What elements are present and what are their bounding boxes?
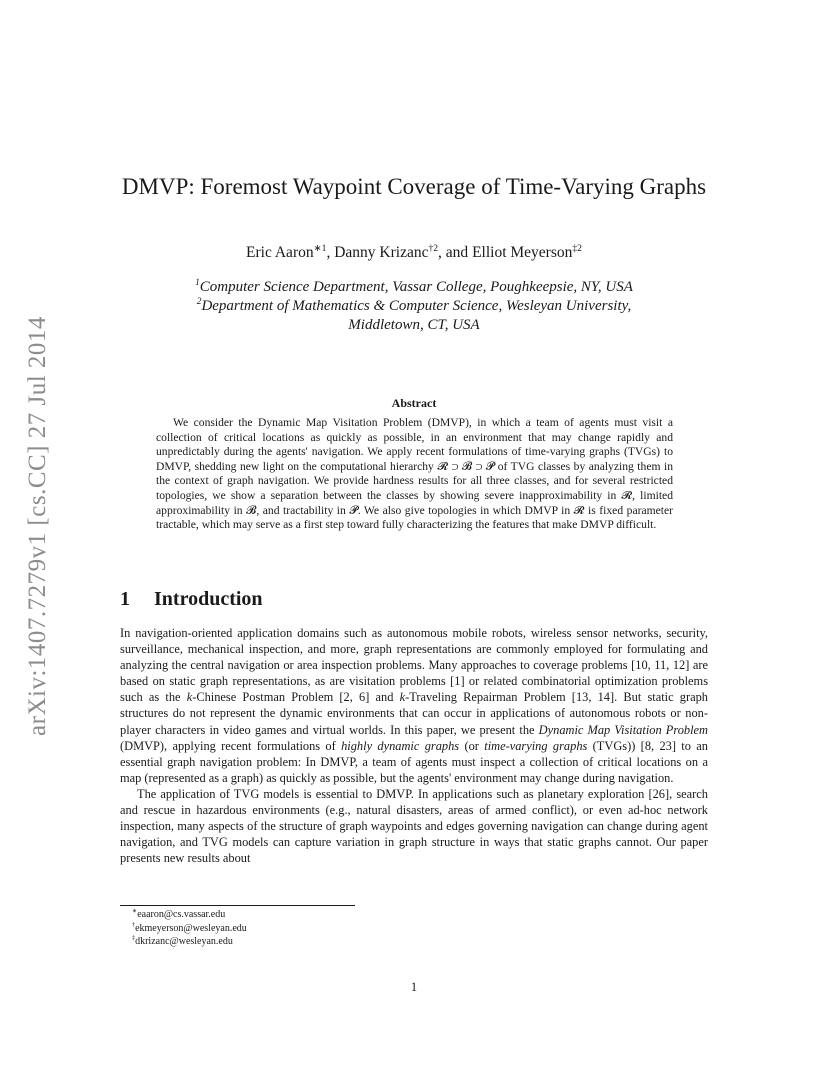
author-mark: ‡2 [572, 242, 582, 254]
text-run: The application of TVG models is essential to DMVP. In applications such as planetary exploration [ [137, 786, 653, 801]
section-title: Introduction [154, 588, 263, 610]
emphasis: highly dynamic graphs [341, 738, 460, 753]
text-run: -Chinese Postman Problem [ [192, 690, 344, 705]
page-number: 1 [410, 980, 418, 994]
abstract-text: We consider the Dynamic Map Visitation Problem (DMVP), in which a team of agents must visit a collection of critical locations as quickly as possible, in an environment that may change rapidly and unpredictably during the agents' navigation. We apply recent formulations of time-varying graphs (TVGs) to DMVP, shedding new light on the computational hierarchy 𝓡 ⊃ 𝓑 ⊃ 𝓟 of TVG classes by analyzing them in the context of graph navigation. We provide hardness results for all three classes, and for several restricted topologies, we show a separation between the classes by showing severe inapproximability in 𝓡, limited approximability in 𝓑, and tractability in 𝓟. We also give topologies in which DMVP in 𝓡 is fixed parameter tractable, which may serve as a first step toward fully characterizing the features that make DMVP difficult. [156, 416, 673, 532]
arxiv-stamp [18, 303, 58, 749]
text-run: , [349, 690, 360, 705]
text-run: ] to an essential graph navigation problem: In DMVP, a team of agents must inspect a collection of critical locations on a map (represented as a graph) as quickly as possible, but the agents' environment may change during navigation. [120, 738, 708, 785]
footnote-email: dkrizanc@wesleyan.edu [135, 936, 233, 947]
citation-link[interactable]: 8 [644, 738, 652, 753]
paragraph [120, 786, 708, 866]
footnote-rule [120, 905, 355, 906]
text-run: , [647, 658, 655, 673]
section-number: 1 [120, 588, 130, 610]
text-run: (TVGs)) [ [587, 738, 645, 753]
text-run: , [651, 738, 660, 753]
section-body [120, 625, 708, 866]
affiliations [120, 278, 708, 335]
footnote [132, 935, 247, 949]
affiliation-line [120, 297, 708, 316]
abstract [156, 416, 673, 533]
footnote [132, 908, 247, 922]
affiliation-text: Computer Science Department, Vassar College, Poughkeepsie, NY, USA [199, 279, 633, 295]
author-mark: ∗1 [313, 242, 327, 254]
footnote-email: ekmeyerson@wesleyan.edu [135, 922, 247, 934]
math-variable: k [186, 690, 193, 705]
author-list: Eric Aaron$^{∗1}$, Danny Krizanc$^{\dagger 2}$, and Elliot Meyerson$^{\ddagger 2}$ [246, 242, 582, 261]
footnotes [132, 908, 247, 949]
footnote-mark: ∗ [132, 907, 138, 915]
citation-link[interactable]: 26 [652, 786, 665, 801]
footnote-email: eaaron@cs.vassar.edu [137, 909, 226, 920]
affiliation-mark: 1 [195, 278, 200, 288]
paper-title: DMVP: Foremost Waypoint Coverage of Time-Varying Graphs [121, 174, 707, 199]
author-mark: †2 [428, 242, 439, 254]
citation-link[interactable]: 2 [343, 690, 350, 705]
footnote-mark: ‡ [132, 934, 136, 942]
section-heading [120, 588, 263, 611]
citation-link[interactable]: 11 [654, 658, 667, 673]
text-run: -Traveling Repairman Problem [ [405, 690, 576, 705]
text-run: In navigation-oriented application domains such as autonomous mobile robots, wireless sensor networks, security, surveillance, mechanical inspection, and more, graph representations are commonly employed for formulating and analyzing the central navigation or area inspection problems. Many approaches to coverage problems [ [120, 626, 708, 673]
text-run: ]. But static graph structures do not represent the dynamic environments that can occur in applications of autonomous robots or non-player characters in video games and virtual worlds. In this paper, we present the [120, 690, 708, 737]
text-run: ] or related combinatorial optimization problems such as the [120, 674, 709, 705]
paragraph [120, 625, 708, 786]
citation-link[interactable]: 14 [597, 690, 610, 705]
text-run: ], search and rescue in hazardous environments (e.g., natural disasters, areas of armed conflict), or even ad-hoc network inspection, many aspects of the structure of graph waypoints and edges governing navigation can change during agent navigation, and TVG models can capture variation in graph structure in ways that static graphs cannot. Our paper presents new results about [120, 786, 708, 866]
text-run: (or [459, 738, 485, 753]
emphasis: Dynamic Map Visitation Problem [538, 722, 709, 737]
footnote [132, 922, 247, 936]
arxiv-stamp-text: arXiv:1407.7279v1 [cs.CC] 27 Jul 2014 [24, 316, 51, 736]
citation-link[interactable]: 12 [672, 658, 686, 673]
abstract-heading: Abstract [391, 396, 437, 410]
text-run: (DMVP), applying recent formulations of [120, 738, 342, 753]
text-run: ] and [365, 690, 400, 705]
citation-link[interactable]: 6 [359, 690, 366, 705]
author-name: Eric Aaron [246, 244, 314, 261]
text-run: ] are based on static graph representations, as are visitation problems [ [120, 658, 708, 689]
text-run: , [666, 658, 673, 673]
citation-link[interactable]: 1 [454, 674, 461, 689]
math-variable: k [399, 690, 406, 705]
affiliation-text: Department of Mathematics & Computer Science, Wesleyan University, [201, 298, 632, 314]
footnote-mark: † [132, 921, 136, 929]
affiliation-line: Middletown, CT, USA [348, 317, 480, 333]
affiliation-line [120, 278, 708, 297]
citation-link[interactable]: 13 [575, 690, 589, 705]
affiliation-mark: 2 [196, 297, 202, 307]
text-run: , [588, 690, 598, 705]
author-name: Danny Krizanc [334, 244, 429, 261]
citation-link[interactable]: 23 [659, 738, 672, 753]
emphasis: time-varying graphs [484, 738, 588, 753]
author-name: Elliot Meyerson [472, 244, 573, 261]
citation-link[interactable]: 10 [635, 658, 648, 673]
